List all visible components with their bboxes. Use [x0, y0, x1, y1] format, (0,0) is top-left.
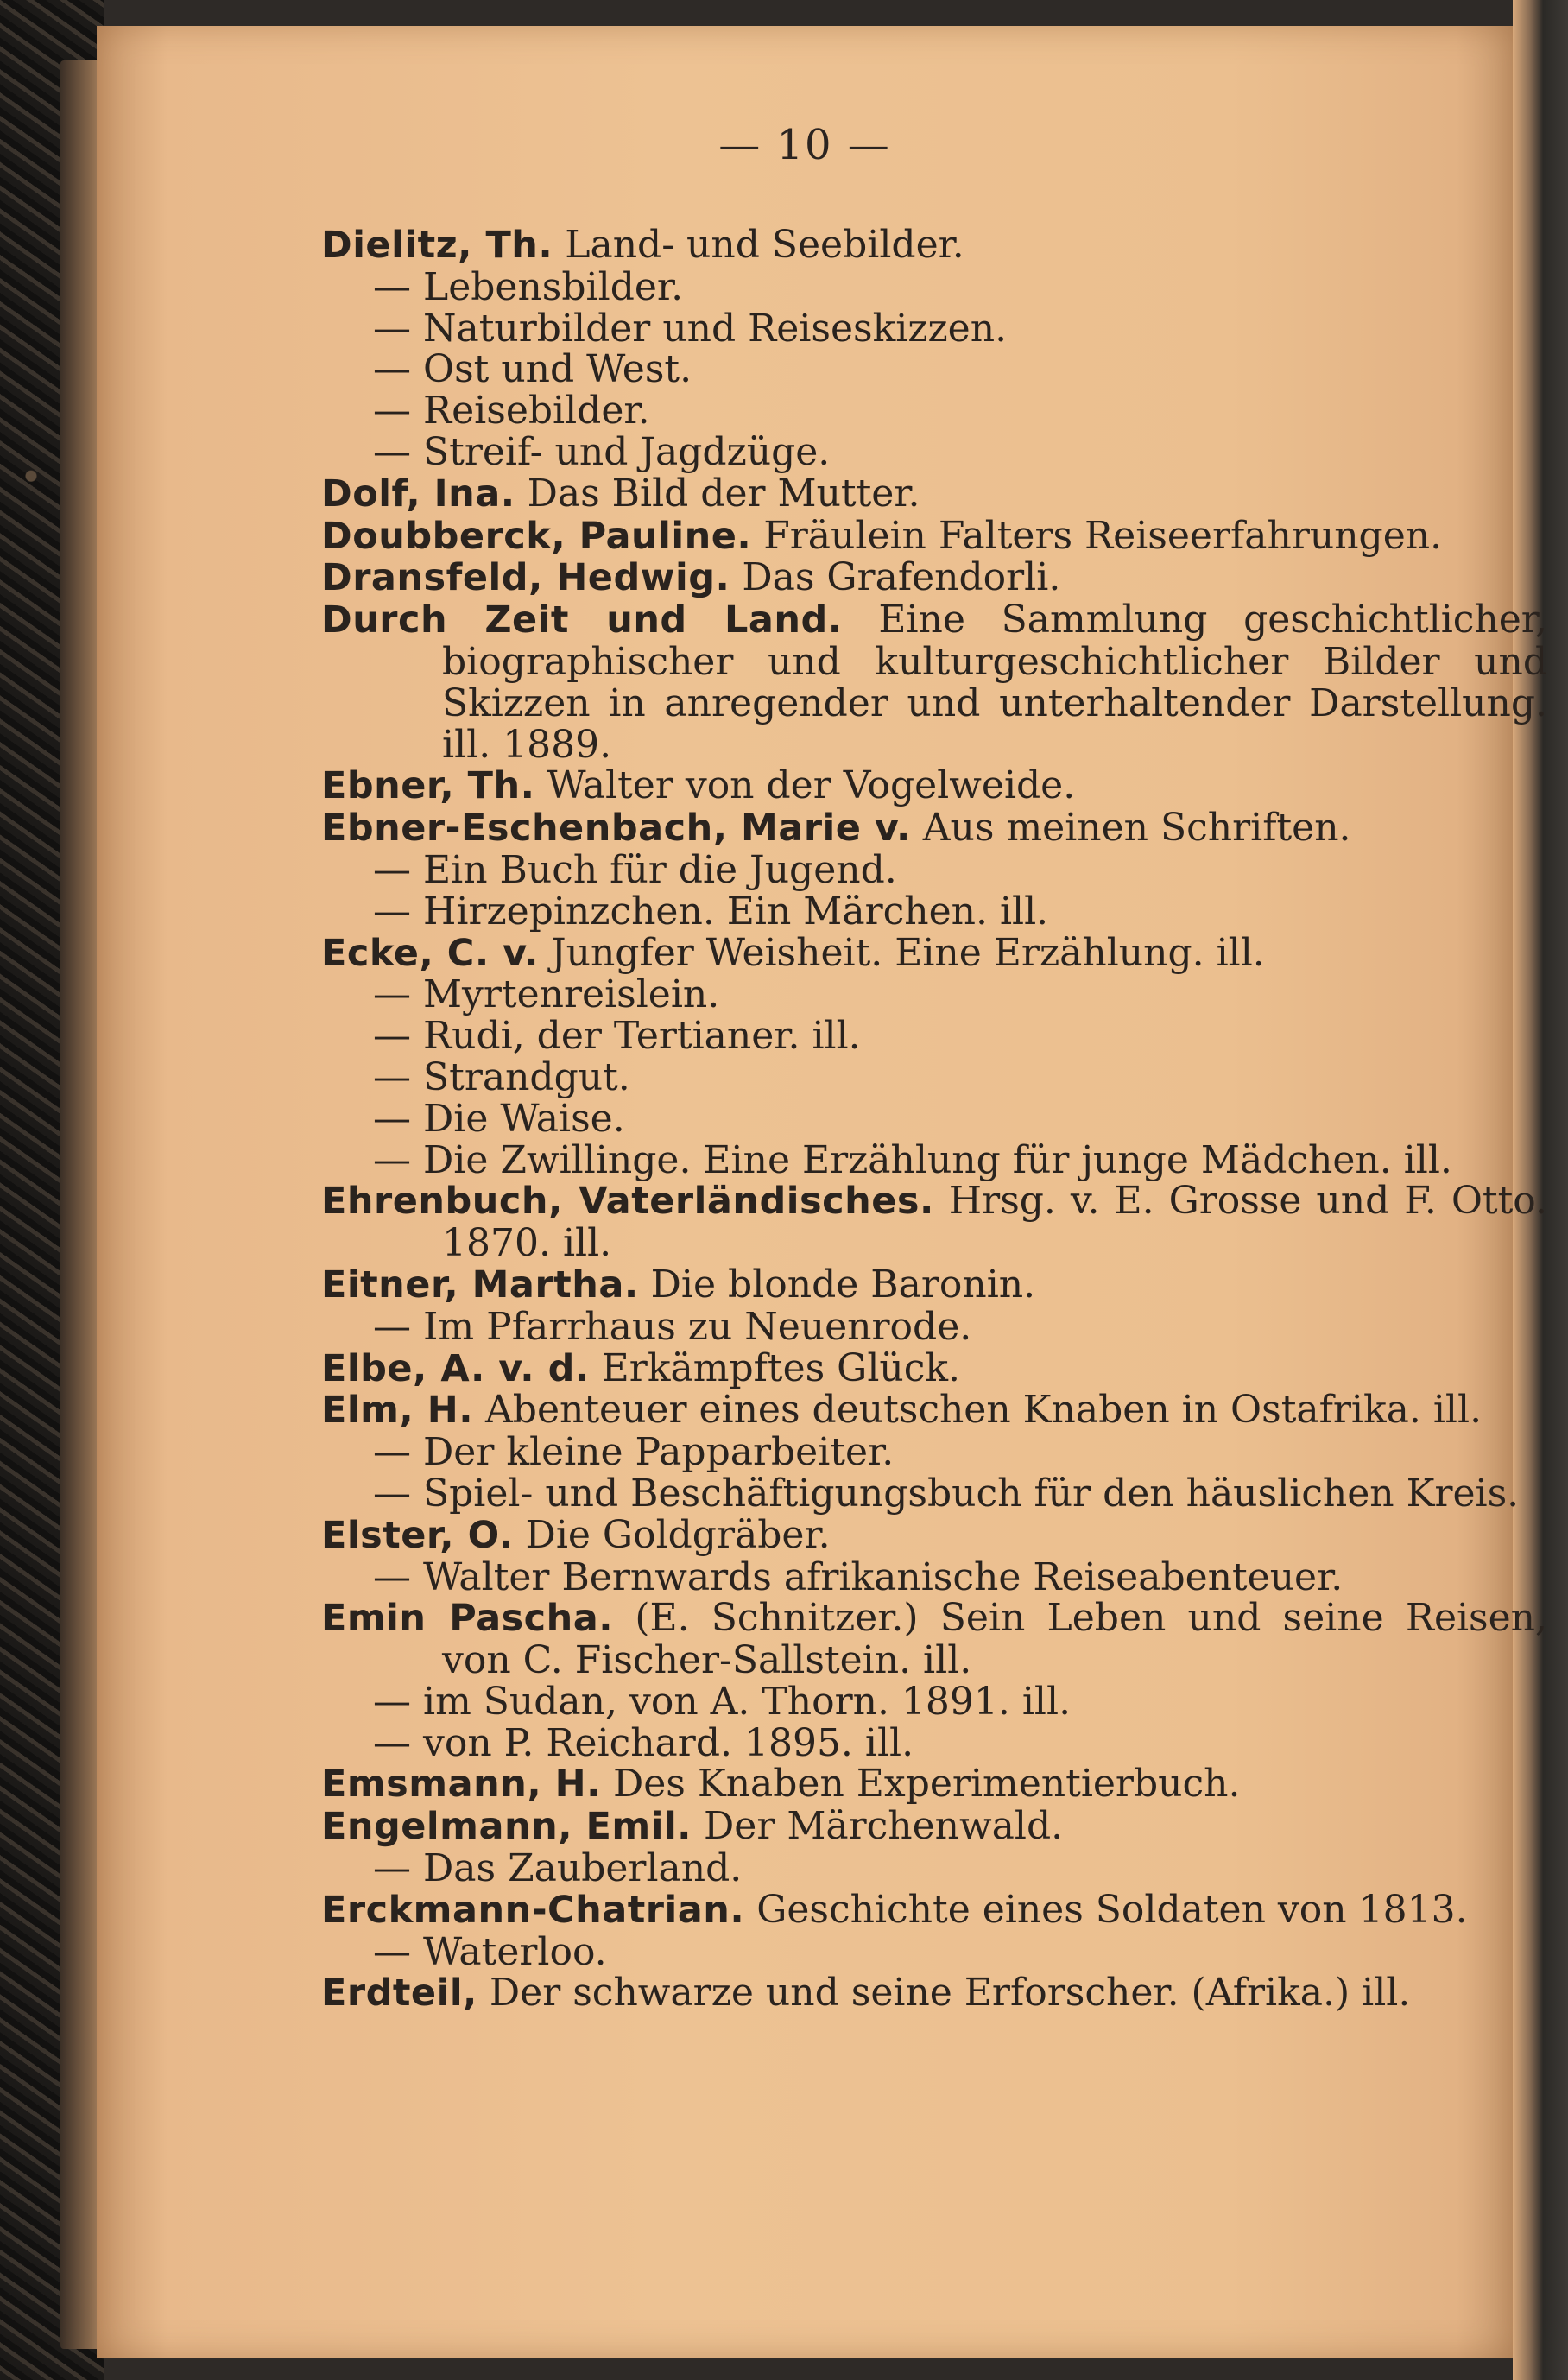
catalog-entry: [321, 765, 1547, 807]
entry-title: Jungfer Weisheit. Eine Erzählung. ill.: [539, 930, 1265, 975]
entry-title: Die Waise.: [423, 1096, 625, 1141]
catalog-subentry: [321, 349, 1547, 390]
catalog-subentry: [321, 891, 1547, 933]
ditto-dash: —: [373, 1720, 411, 1765]
ditto-dash: —: [373, 306, 411, 351]
entry-author: Emsmann, H.: [321, 1763, 601, 1807]
catalog-entry: [321, 1264, 1547, 1307]
catalog-subentry: [321, 1929, 1547, 1974]
catalog-subentry: [321, 1848, 1547, 1889]
catalog-subentry: [321, 390, 1547, 432]
catalog-subentry: [321, 308, 1547, 350]
entry-title: Ost und West.: [423, 347, 692, 392]
entry-author: Dransfeld, Hedwig.: [321, 556, 730, 600]
ditto-dash: —: [373, 389, 411, 434]
ditto-dash: —: [373, 1096, 411, 1141]
entry-title: Des Knaben Experimentierbuch.: [600, 1762, 1241, 1807]
entry-title: Myrtenreislein.: [423, 972, 720, 1017]
entry-author: Engelmann, Emil.: [321, 1805, 692, 1849]
entry-title: Abenteuer eines deutschen Knaben in Ostafrika. ill.: [473, 1388, 1483, 1433]
catalog-entry: [321, 1598, 1547, 1681]
catalog-entry: [321, 1389, 1547, 1432]
catalog-entry: [321, 1345, 1547, 1390]
entry-title: Ein Buch für die Jugend.: [423, 847, 897, 892]
entry-title: Geschichte eines Soldaten von 1813.: [744, 1887, 1468, 1932]
catalog-subentry: [321, 974, 1547, 1016]
book-page: [97, 26, 1547, 2358]
entry-title: Das Zauberland.: [423, 1846, 743, 1891]
catalog-entry: [321, 1512, 1547, 1557]
entry-title: Fräulein Falters Reiseerfahrungen.: [751, 513, 1443, 558]
catalog-entry: [321, 1806, 1547, 1848]
ditto-dash: —: [373, 972, 411, 1017]
entry-author: Erckmann-Chatrian.: [321, 1888, 745, 1932]
ditto-dash: —: [373, 1846, 411, 1891]
entry-title: Walter von der Vogelweide.: [534, 763, 1076, 808]
entry-title: Waterloo.: [423, 1929, 607, 1974]
ditto-dash: —: [373, 847, 411, 892]
entry-author: Ehrenbuch, Vaterländisches.: [321, 1180, 934, 1224]
entry-title: Walter Bernwards afrikanische Reiseabenteuer.: [423, 1554, 1344, 1599]
ditto-dash: —: [373, 1679, 411, 1724]
entry-title: Das Bild der Mutter.: [515, 471, 920, 516]
catalog-entry: [321, 1889, 1547, 1932]
catalog-entry: [321, 225, 1547, 267]
entry-author: Ecke, C. v.: [321, 931, 539, 975]
catalog-subentry: [321, 1304, 1547, 1349]
entry-title: Naturbilder und Reiseskizzen.: [423, 306, 1008, 351]
catalog-subentry: [321, 1432, 1547, 1473]
entry-title: Im Pfarrhaus zu Neuenrode.: [423, 1304, 972, 1349]
entry-title: Eine Sammlung geschichtlicher, biographischer und kulturgeschichtlicher Bilder und Skizzen in anregender und unterhaltender Darstellung. ill. 1889.: [442, 598, 1547, 767]
entry-author: Dolf, Ina.: [321, 472, 515, 516]
ditto-dash: —: [373, 1929, 411, 1974]
catalog-subentry: [321, 1720, 1547, 1765]
ditto-dash: —: [373, 347, 411, 392]
entry-author: Elm, H.: [321, 1389, 474, 1433]
catalog-subentry: [321, 1137, 1547, 1182]
catalog-subentry: [321, 429, 1547, 474]
entry-author: Elster, O.: [321, 1513, 514, 1557]
entry-title: Spiel- und Beschäftigungsbuch für den häuslichen Kreis.: [423, 1471, 1520, 1516]
entry-author: Ebner-Eschenbach, Marie v.: [321, 807, 911, 851]
catalog-subentry: [321, 1554, 1547, 1599]
catalog-subentry: [321, 1098, 1547, 1140]
catalog-entry: [321, 807, 1547, 850]
ditto-dash: —: [373, 429, 411, 474]
entry-title: Der schwarze und seine Erforscher. (Afrika.) ill.: [477, 1971, 1411, 2016]
entry-title: Hrsg. v. E. Grosse und F. Otto. 1870. ill.: [442, 1179, 1547, 1266]
entry-title: von P. Reichard. 1895. ill.: [423, 1720, 914, 1765]
entry-author: Durch Zeit und Land.: [321, 598, 843, 642]
ditto-dash: —: [373, 1430, 411, 1475]
ditto-dash: —: [373, 889, 411, 934]
entry-title: Reisebilder.: [423, 389, 650, 434]
entry-author: Elbe, A. v. d.: [321, 1346, 590, 1390]
catalog-entry: [321, 557, 1547, 599]
page-number: — 10 —: [718, 121, 891, 169]
catalog-subentry: [321, 264, 1547, 309]
entry-title: Lebensbilder.: [423, 264, 684, 309]
catalog-entries: [321, 225, 1547, 2015]
catalog-entry: [321, 513, 1547, 558]
entry-author: Ebner, Th.: [321, 764, 535, 808]
ditto-dash: —: [373, 1471, 411, 1516]
entry-author: Dielitz, Th.: [321, 224, 553, 267]
entry-author: Erdteil,: [321, 1972, 477, 2016]
ditto-dash: —: [373, 264, 411, 309]
ditto-dash: —: [373, 1137, 411, 1182]
entry-title: Land- und Seebilder.: [553, 223, 964, 267]
entry-title: im Sudan, von A. Thorn. 1891. ill.: [423, 1679, 1072, 1724]
entry-title: Aus meinen Schriften.: [910, 806, 1351, 851]
catalog-entry: [321, 473, 1547, 516]
entry-title: Hirzepinzchen. Ein Märchen. ill.: [423, 889, 1049, 934]
entry-title: (E. Schnitzer.) Sein Leben und seine Reisen, von C. Fischer-Sallstein. ill.: [442, 1596, 1547, 1683]
entry-title: Das Grafendorli.: [730, 555, 1061, 600]
entry-author: Emin Pascha.: [321, 1597, 614, 1641]
entry-title: Der kleine Papparbeiter.: [423, 1430, 895, 1475]
catalog-subentry: [321, 847, 1547, 892]
catalog-subentry: [321, 1016, 1547, 1057]
entry-title: Rudi, der Tertianer. ill.: [423, 1014, 861, 1059]
entry-author: Eitner, Martha.: [321, 1263, 639, 1307]
ditto-dash: —: [373, 1304, 411, 1349]
entry-title: Strandgut.: [423, 1054, 630, 1099]
entry-title: Der Märchenwald.: [692, 1804, 1064, 1849]
catalog-subentry: [321, 1054, 1547, 1099]
ditto-dash: —: [373, 1014, 411, 1059]
catalog-entry: [321, 599, 1547, 765]
entry-title: Erkämpftes Glück.: [589, 1345, 961, 1390]
entry-title: Die Zwillinge. Eine Erzählung für junge Mädchen. ill.: [423, 1137, 1452, 1182]
catalog-subentry: [321, 1473, 1547, 1515]
ditto-dash: —: [373, 1054, 411, 1099]
catalog-entry: [321, 1181, 1547, 1264]
entry-title: Die blonde Baronin.: [638, 1262, 1036, 1307]
catalog-entry: [321, 1763, 1547, 1806]
catalog-entry: [321, 1972, 1547, 2015]
catalog-entry: [321, 930, 1547, 975]
entry-title: Die Goldgräber.: [513, 1512, 831, 1557]
ditto-dash: —: [373, 1554, 411, 1599]
entry-author: Doubberck, Pauline.: [321, 514, 752, 558]
catalog-subentry: [321, 1681, 1547, 1723]
entry-title: Streif- und Jagdzüge.: [423, 429, 831, 474]
